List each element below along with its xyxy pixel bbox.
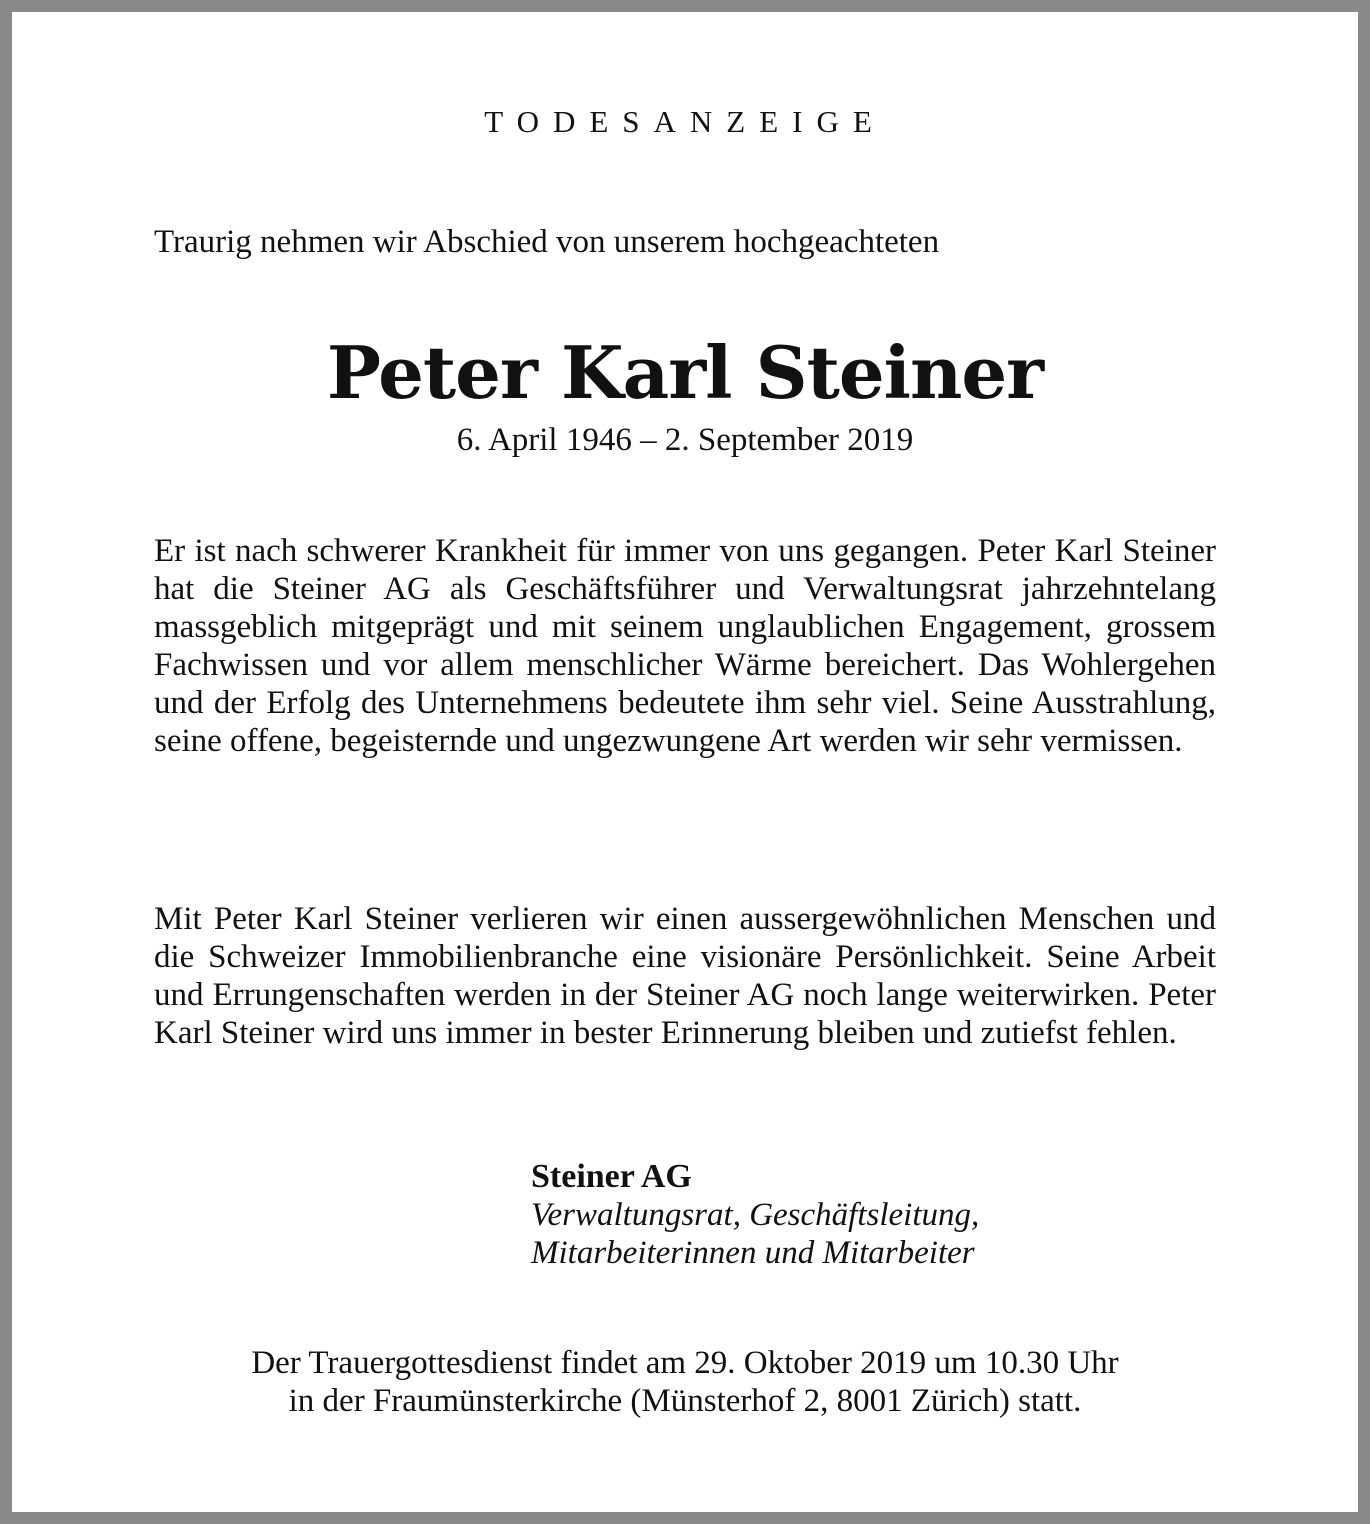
signature-block	[531, 1158, 979, 1272]
obituary-page	[12, 12, 1358, 1512]
tribute-paragraph-1: Er ist nach schwerer Krankheit für immer von uns gegangen. Peter Karl Steiner hat die Steiner AG als Geschäftsführer und Verwaltungsrat jahrzehntelang massgeblich mitgeprägt und mit seinem unglaublichen Engagement, grossem Fachwissen und vor allem menschlicher Wärme bereichert. Das Wohlergehen und der Erfolg des Unternehmens bedeutete ihm sehr viel. Seine Ausstrahlung, seine offene, begeisternde und ungezwungene Art werden wir sehr vermissen.	[154, 533, 1216, 759]
service-info	[12, 1344, 1358, 1420]
deceased-name: Peter Karl Steiner	[326, 330, 1044, 415]
tribute-paragraph-2: Mit Peter Karl Steiner verlieren wir einen aussergewöhnlichen Menschen und die Schweizer Immobilienbranche eine visionäre Persönlichkeit. Seine Arbeit und Errungenschaften werden in der Steiner AG noch lange weiterwirken. Peter Karl Steiner wird uns immer in bester Erinnerung bleiben und zutiefst fehlen.	[154, 901, 1216, 1051]
signature-line-1: Verwaltungsrat, Geschäftsleitung,	[531, 1197, 980, 1233]
notice-heading: TODESANZEIGE	[484, 104, 886, 139]
signature-line-2: Mitarbeiterinnen und Mitarbeiter	[531, 1235, 975, 1271]
service-line-1: Der Trauergottesdienst findet am 29. Oktober 2019 um 10.30 Uhr	[251, 1345, 1119, 1381]
intro-text: Traurig nehmen wir Abschied von unserem hochgeachteten	[154, 224, 940, 260]
life-dates: 6. April 1946 – 2. September 2019	[456, 422, 914, 458]
service-line-2: in der Fraumünsterkirche (Münsterhof 2, 8001 Zürich) statt.	[288, 1383, 1082, 1419]
signature-company: Steiner AG	[531, 1158, 692, 1195]
